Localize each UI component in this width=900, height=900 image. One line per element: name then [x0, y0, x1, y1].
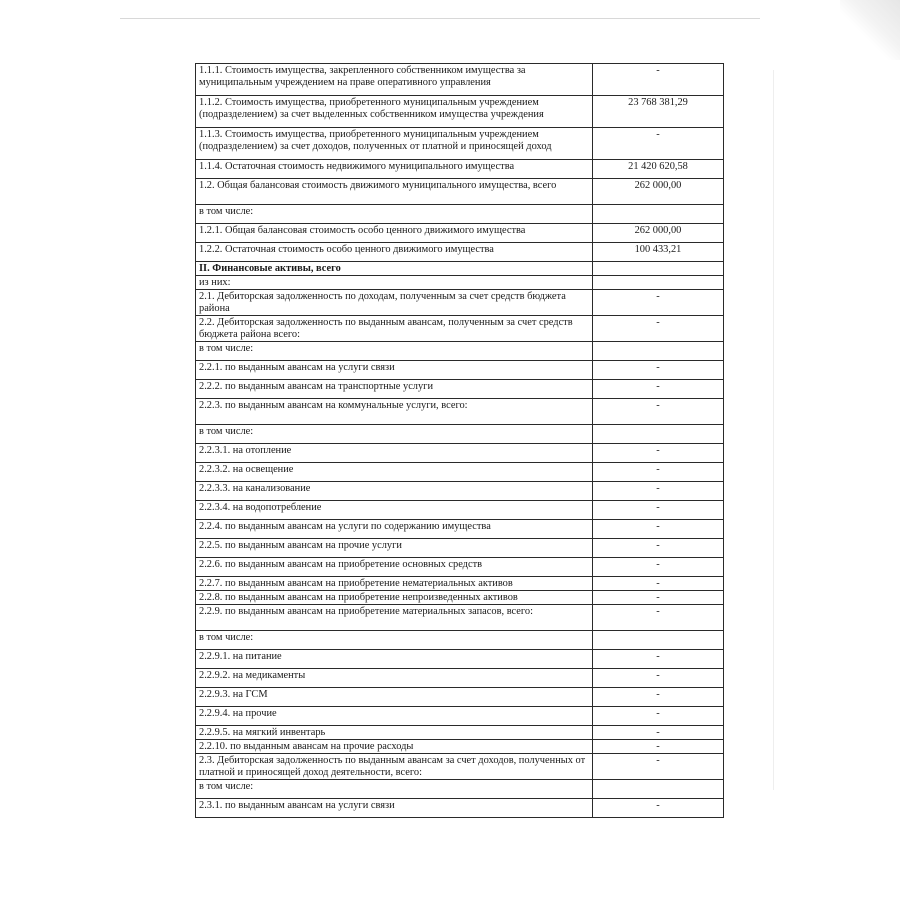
table-row — [196, 160, 724, 179]
row-value: - — [593, 64, 724, 96]
row-value: - — [593, 399, 724, 425]
table-row — [196, 96, 724, 128]
row-value — [593, 631, 724, 650]
row-label: 2.2.5. по выданным авансам на прочие услуги — [196, 539, 593, 558]
table-row — [196, 631, 724, 650]
row-label: 2.2.3.1. на отопление — [196, 444, 593, 463]
row-label: 2.3. Дебиторская задолженность по выданным авансам за счет доходов, полученных от платной и приносящей доход деятельности, всего: — [196, 754, 593, 780]
table-row — [196, 669, 724, 688]
row-value — [593, 262, 724, 276]
table-row — [196, 577, 724, 591]
row-label: 2.2.3.3. на канализование — [196, 482, 593, 501]
table-row — [196, 361, 724, 380]
scan-edge-line — [120, 18, 760, 19]
row-value: - — [593, 316, 724, 342]
row-value: - — [593, 463, 724, 482]
row-value: - — [593, 650, 724, 669]
row-value — [593, 342, 724, 361]
row-value: 100 433,21 — [593, 243, 724, 262]
row-value: - — [593, 754, 724, 780]
row-label: 1.1.2. Стоимость имущества, приобретенного муниципальным учреждением (подразделением) за счет выделенных собственником имущества учреждения — [196, 96, 593, 128]
row-value: 262 000,00 — [593, 179, 724, 205]
row-value: - — [593, 380, 724, 399]
row-value — [593, 205, 724, 224]
row-label: 2.2. Дебиторская задолженность по выданным авансам, полученным за счет средств бюджета района всего: — [196, 316, 593, 342]
row-label: 2.2.3. по выданным авансам на коммунальные услуги, всего: — [196, 399, 593, 425]
row-label: 2.2.2. по выданным авансам на транспортные услуги — [196, 380, 593, 399]
row-label: 1.2.2. Остаточная стоимость особо ценного движимого имущества — [196, 243, 593, 262]
table-row — [196, 425, 724, 444]
table-row — [196, 520, 724, 539]
table-row — [196, 342, 724, 361]
row-label: 2.2.1. по выданным авансам на услуги связи — [196, 361, 593, 380]
row-value: - — [593, 707, 724, 726]
row-value: - — [593, 520, 724, 539]
table-row — [196, 224, 724, 243]
financial-indicators-table — [195, 63, 724, 818]
table-row — [196, 799, 724, 818]
row-value: - — [593, 799, 724, 818]
table-row — [196, 558, 724, 577]
row-label: в том числе: — [196, 780, 593, 799]
row-label: 1.2.1. Общая балансовая стоимость особо ценного движимого имущества — [196, 224, 593, 243]
row-value: - — [593, 501, 724, 520]
table-row — [196, 707, 724, 726]
table-row — [196, 128, 724, 160]
row-value: 21 420 620,58 — [593, 160, 724, 179]
row-label: 2.1. Дебиторская задолженность по доходам, полученным за счет средств бюджета района — [196, 290, 593, 316]
row-value: - — [593, 361, 724, 380]
row-label: из них: — [196, 276, 593, 290]
row-label: в том числе: — [196, 631, 593, 650]
scan-shadow-line — [773, 70, 774, 790]
row-label: 1.1.3. Стоимость имущества, приобретенного муниципальным учреждением (подразделением) за счет доходов, полученных от платной и приносящей доход — [196, 128, 593, 160]
table-row — [196, 64, 724, 96]
table-row — [196, 243, 724, 262]
table-row — [196, 444, 724, 463]
row-label: 2.2.9.1. на питание — [196, 650, 593, 669]
row-label: 2.2.3.2. на освещение — [196, 463, 593, 482]
table-row — [196, 740, 724, 754]
row-value: - — [593, 290, 724, 316]
table-row — [196, 650, 724, 669]
row-value: - — [593, 128, 724, 160]
table-row — [196, 780, 724, 799]
row-value: 23 768 381,29 — [593, 96, 724, 128]
table-row — [196, 463, 724, 482]
row-value: - — [593, 605, 724, 631]
table-row — [196, 290, 724, 316]
row-value: - — [593, 591, 724, 605]
row-value: - — [593, 726, 724, 740]
table-row — [196, 688, 724, 707]
table-row — [196, 591, 724, 605]
section-heading: II. Финансовые активы, всего — [196, 262, 593, 276]
row-value — [593, 276, 724, 290]
row-label: 2.3.1. по выданным авансам на услуги связи — [196, 799, 593, 818]
table-row — [196, 754, 724, 780]
table-row — [196, 179, 724, 205]
row-value — [593, 780, 724, 799]
table-row — [196, 482, 724, 501]
row-value: - — [593, 444, 724, 463]
row-value: - — [593, 688, 724, 707]
row-label: 1.2. Общая балансовая стоимость движимого муниципального имущества, всего — [196, 179, 593, 205]
row-label: 1.1.1. Стоимость имущества, закрепленного собственником имущества за муниципальным учреждением на праве оперативного управления — [196, 64, 593, 96]
row-label: в том числе: — [196, 425, 593, 444]
table-row — [196, 262, 724, 276]
row-label: 2.2.4. по выданным авансам на услуги по содержанию имущества — [196, 520, 593, 539]
row-label: в том числе: — [196, 205, 593, 224]
table-row — [196, 501, 724, 520]
row-label: 2.2.10. по выданным авансам на прочие расходы — [196, 740, 593, 754]
row-value: - — [593, 539, 724, 558]
row-label: 2.2.9.3. на ГСМ — [196, 688, 593, 707]
row-label: 2.2.8. по выданным авансам на приобретение непроизведенных активов — [196, 591, 593, 605]
page-corner-fold — [840, 0, 900, 60]
row-label: 1.1.4. Остаточная стоимость недвижимого муниципального имущества — [196, 160, 593, 179]
row-label: 2.2.9.4. на прочие — [196, 707, 593, 726]
row-value: - — [593, 482, 724, 501]
table-row — [196, 726, 724, 740]
row-label: 2.2.6. по выданным авансам на приобретение основных средств — [196, 558, 593, 577]
table-row — [196, 399, 724, 425]
row-value: - — [593, 558, 724, 577]
table-row — [196, 276, 724, 290]
row-label: 2.2.7. по выданным авансам на приобретение нематериальных активов — [196, 577, 593, 591]
table-row — [196, 539, 724, 558]
table-row — [196, 316, 724, 342]
row-label: в том числе: — [196, 342, 593, 361]
row-value: - — [593, 740, 724, 754]
row-label: 2.2.9. по выданным авансам на приобретение материальных запасов, всего: — [196, 605, 593, 631]
row-value: - — [593, 669, 724, 688]
row-value: 262 000,00 — [593, 224, 724, 243]
table-row — [196, 380, 724, 399]
row-label: 2.2.3.4. на водопотребление — [196, 501, 593, 520]
row-label: 2.2.9.5. на мягкий инвентарь — [196, 726, 593, 740]
table-row — [196, 205, 724, 224]
table-row — [196, 605, 724, 631]
row-value — [593, 425, 724, 444]
row-label: 2.2.9.2. на медикаменты — [196, 669, 593, 688]
row-value: - — [593, 577, 724, 591]
